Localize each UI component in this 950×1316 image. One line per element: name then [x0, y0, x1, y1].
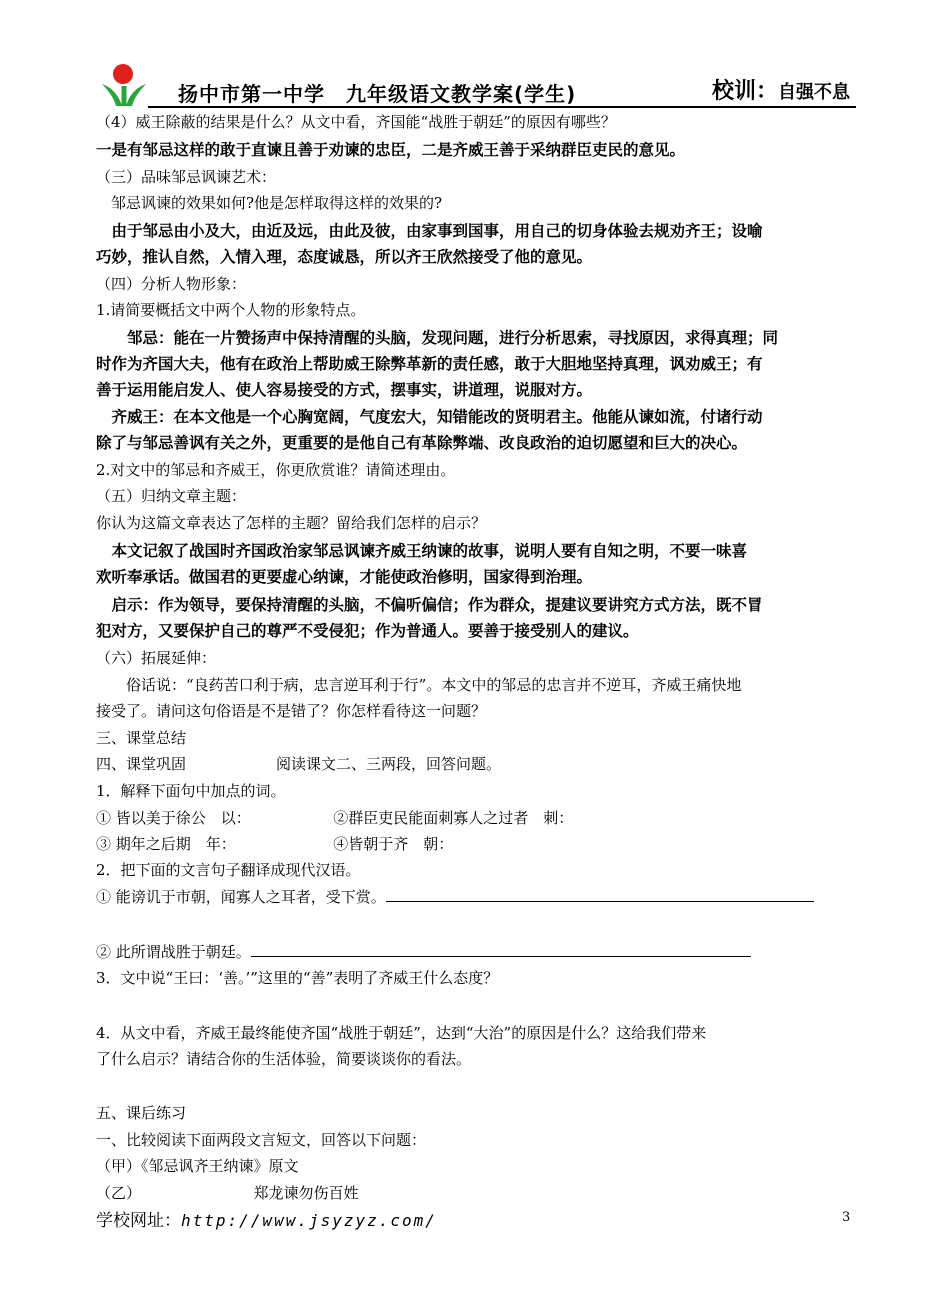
answer-line: 齐威王：在本文他是一个心胸宽阔，气度宏大，知错能改的贤明君主。他能从谏如流，付诸行动 [96, 407, 763, 426]
school-logo-icon [98, 62, 150, 108]
section-heading: 三、课堂总结 [96, 729, 187, 747]
text-line: （甲）《邹忌讽齐王纳谏》原文 [96, 1157, 299, 1175]
school-motto [712, 74, 850, 105]
answer-line: 邹忌：能在一片赞扬声中保持清醒的头脑，发现问题，进行分析思索，寻找原因，求得真理；同 [96, 328, 779, 347]
answer-line: 除了与邹忌善讽有关之外，更重要的是他自己有革除弊端、改良政治的迫切愿望和巨大的决心。 [96, 433, 748, 452]
answer-blank[interactable] [386, 887, 814, 902]
question-line: 1.请简要概括文中两个人物的形象特点。 [96, 301, 366, 319]
page-header [98, 62, 856, 108]
question-item: ③ 期年之后期 年： ④皆朝于齐 朝： [96, 835, 454, 853]
answer-line: 时作为齐国大夫，他有在政治上帮助威王除弊革新的责任感，敢于大胆地坚持真理，讽劝威王；有 [96, 354, 763, 373]
question-line: 4．从文中看，齐威王最终能使齐国“战胜于朝廷”，达到“大治”的原因是什么？这给我们带来 [96, 1024, 707, 1042]
text-line: 接受了。请问这句俗语是不是错了？你怎样看待这一问题？ [96, 702, 487, 720]
section-heading: （六）拓展延伸： [96, 649, 217, 667]
text-line: 俗话说：“良药苦口利于病，忠言逆耳利于行”。本文中的邹忌的忠言并不逆耳，齐威王痛快地 [96, 676, 742, 694]
question-line: 1．解释下面句中加点的词。 [96, 782, 286, 800]
sentence-text: ① 能谤讥于市朝，闻寡人之耳者，受下赏。 [96, 888, 386, 906]
footer [96, 1206, 437, 1231]
motto-text: 自强不息 [778, 82, 850, 103]
school-url-link[interactable]: http://www.jsyzyz.com/ [181, 1211, 437, 1230]
answer-line: 由于邹忌由小及大，由近及远，由此及彼，由家事到国事，用自己的切身体验去规劝齐王；设喻 [96, 221, 763, 240]
answer-line: 本文记叙了战国时齐国政治家邹忌讽谏齐威王纳谏的故事，说明人要有自知之明，不要一味喜 [96, 541, 748, 560]
question-line: 3．文中说“王曰：‘善。’”这里的“善”表明了齐威王什么态度？ [96, 969, 499, 987]
text-line: （乙） 郑龙谏勿伤百姓 [96, 1184, 359, 1202]
section-heading: 四、课堂巩固 阅读课文二、三两段，回答问题。 [96, 755, 502, 773]
document-title: 扬中市第一中学 九年级语文教学案(学生) [178, 82, 577, 106]
answer-blank[interactable] [251, 942, 751, 957]
section-heading: （四）分析人物形象： [96, 275, 247, 293]
section-heading: （五）归纳文章主题： [96, 487, 247, 505]
answer-line: 欢听奉承话。做国君的更要虚心纳谏，才能使政治修明，国家得到治理。 [96, 567, 593, 586]
question-item [96, 941, 751, 963]
question-line: 2.对文中的邹忌和齐威王，你更欣赏谁？请简述理由。 [96, 461, 456, 479]
footer-label: 学校网址： [96, 1211, 181, 1231]
sentence-text: ② 此所谓战胜于朝廷。 [96, 943, 251, 961]
answer-line: 一是有邹忌这样的敢于直谏且善于劝谏的忠臣，二是齐威王善于采纳群臣吏民的意见。 [96, 140, 686, 159]
answer-line: 犯对方，又要保护自己的尊严不受侵犯；作为普通人。要善于接受别人的建议。 [96, 621, 639, 640]
question-line: 一、比较阅读下面两段文言短文，回答以下问题： [96, 1131, 427, 1149]
question-item: ① 皆以美于徐公 以： ②群臣吏民能面刺寡人之过者 刺： [96, 809, 574, 827]
section-heading: 五、课后练习 [96, 1104, 187, 1122]
question-line: 了什么启示？请结合你的生活体验，简要谈谈你的看法。 [96, 1050, 472, 1068]
header-rule [148, 106, 856, 108]
page-number: 3 [842, 1210, 851, 1225]
motto-label: 校训： [711, 79, 778, 104]
answer-line: 启示：作为领导，要保持清醒的头脑，不偏听偏信；作为群众，提建议要讲究方式方法，既不冒 [96, 595, 763, 614]
section-heading: （三）品味邹忌讽谏艺术： [96, 168, 277, 186]
text-line: 邹忌讽谏的效果如何?他是怎样取得这样的效果的? [96, 194, 443, 212]
text-line: （4）威王除蔽的结果是什么？从文中看，齐国能“战胜于朝廷”的原因有哪些？ [96, 113, 616, 131]
question-line: 你认为这篇文章表达了怎样的主题？留给我们怎样的启示？ [96, 514, 487, 532]
question-line: 2．把下面的文言句子翻译成现代汉语。 [96, 861, 361, 879]
answer-line: 善于运用能启发人、使人容易接受的方式，摆事实，讲道理，说服对方。 [96, 380, 593, 399]
question-item [96, 886, 814, 908]
answer-line: 巧妙，推认自然，入情入理，态度诚恳，所以齐王欣然接受了他的意见。 [96, 247, 593, 266]
